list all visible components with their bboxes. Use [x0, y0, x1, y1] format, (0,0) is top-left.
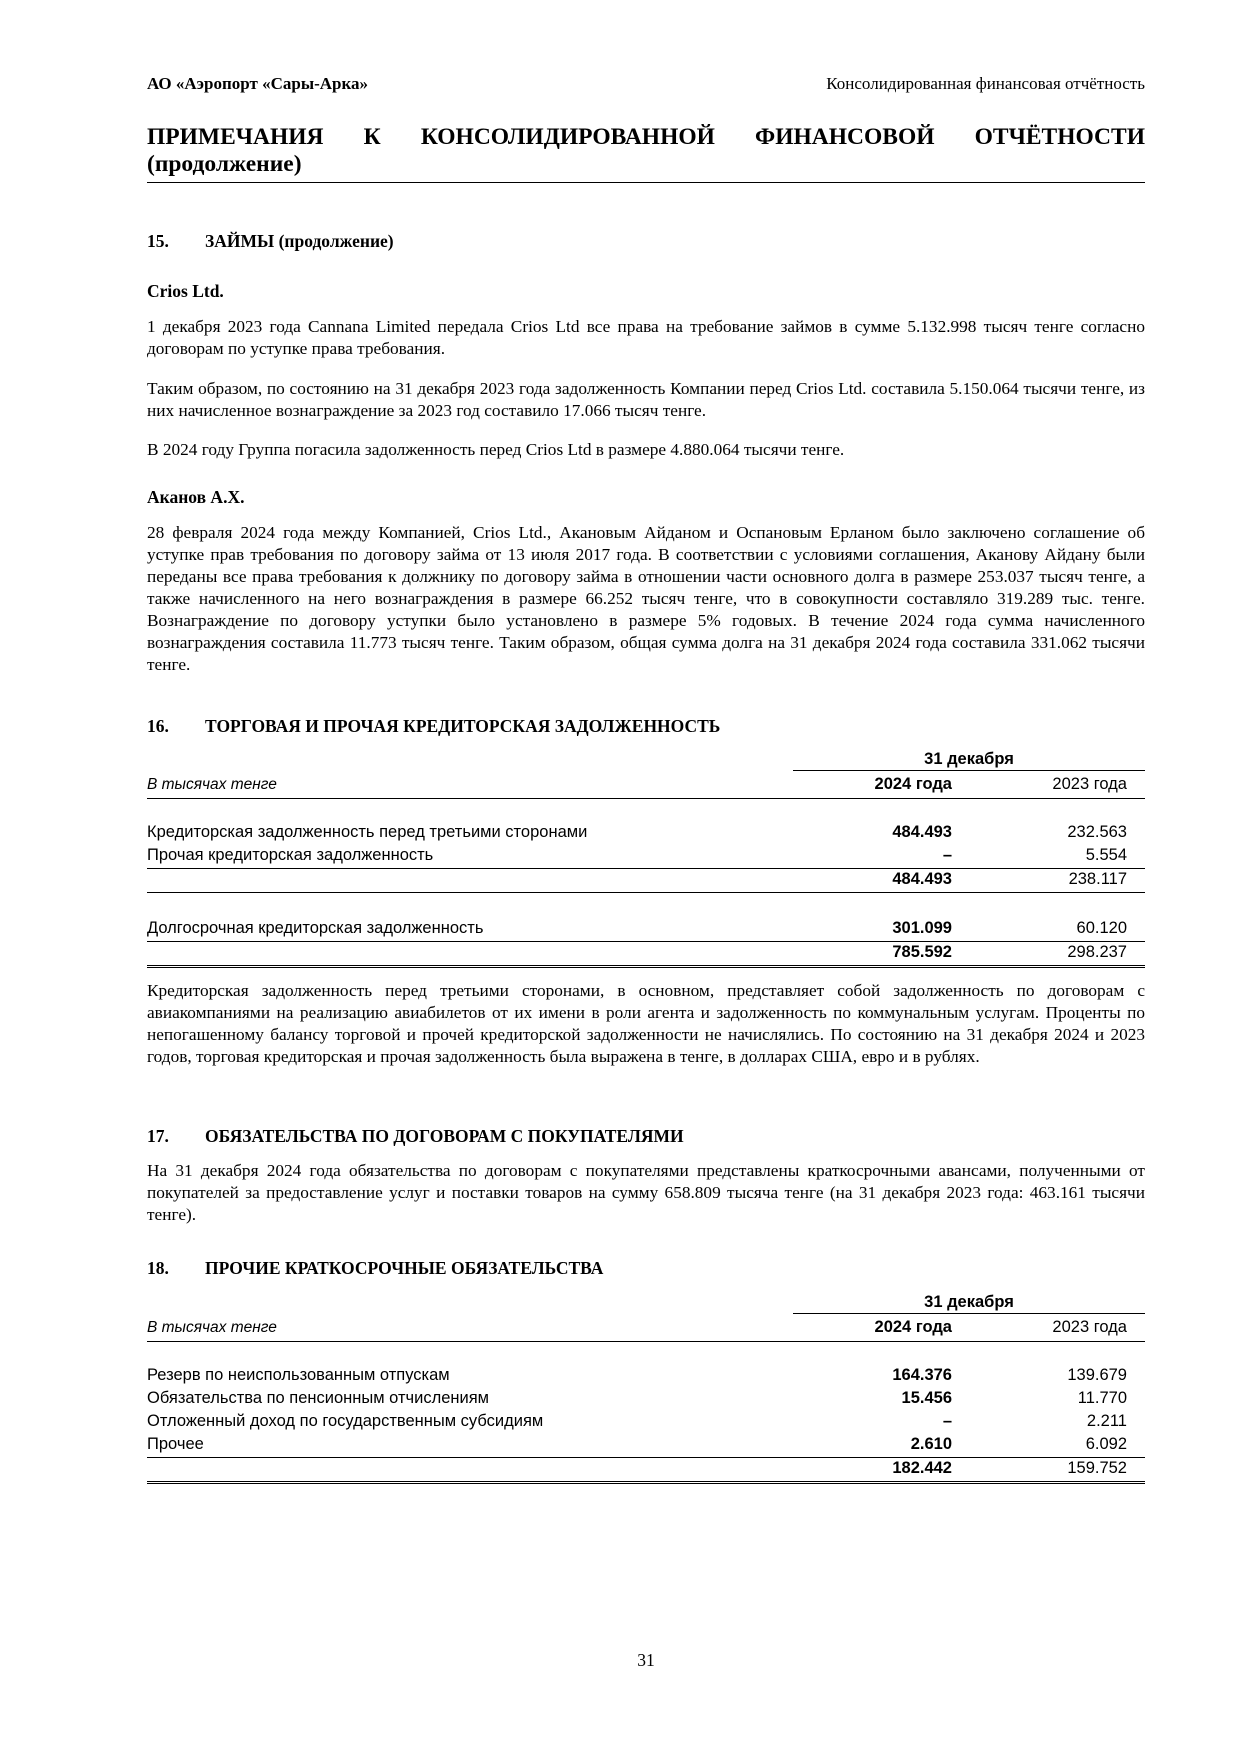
value-2023: 60.120: [1076, 919, 1127, 937]
title-word: К: [363, 124, 381, 150]
section-number: 16.: [147, 716, 169, 736]
table-header-row: [147, 1318, 1145, 1340]
table-row: [147, 823, 1145, 845]
total-2023: 159.752: [1067, 1459, 1127, 1477]
table-row: [147, 919, 1145, 941]
table-unit: В тысячах тенге: [147, 776, 277, 793]
title-word: ПРИМЕЧАНИЯ: [147, 124, 324, 150]
section-title: ПРОЧИЕ КРАТКОСРОЧНЫЕ ОБЯЗАТЕЛЬСТВА: [205, 1258, 604, 1278]
title-word: КОНСОЛИДИРОВАННОЙ: [420, 124, 715, 150]
table-total-row: [147, 943, 1145, 965]
row-label: Резерв по неиспользованным отпускам: [147, 1366, 450, 1384]
section-number: 17.: [147, 1126, 169, 1146]
paragraph: 1 декабря 2023 года Cannana Limited передала Crios Ltd все права на требование займов в сумме 5.132.998 тысяч тенге согласно договорам по уступке права требования.: [147, 317, 1145, 358]
rule: [147, 868, 1145, 869]
table-period-header: 31 декабря: [793, 1293, 1145, 1314]
row-label: Кредиторская задолженность перед третьими сторонами: [147, 823, 588, 841]
table-row: [147, 1412, 1145, 1434]
section-15-heading: [147, 231, 1145, 252]
section-number: 15.: [147, 231, 169, 251]
value-2024: 484.493: [892, 823, 952, 841]
section-16-heading: [147, 716, 1145, 737]
row-label: Прочая кредиторская задолженность: [147, 846, 434, 864]
paragraph: Таким образом, по состоянию на 31 декабря 2023 года задолженность Компании перед Crios Ltd. составила 5.150.064 тысячи тенге, из них начисленное вознаграждение за 2023 год составило 17.066 тысяч тенге.: [147, 379, 1145, 420]
column-header-2024: 2024 года: [874, 1318, 952, 1336]
value-2024: 164.376: [892, 1366, 952, 1384]
table-row: [147, 846, 1145, 868]
table-row: [147, 1435, 1145, 1457]
value-2024: 15.456: [901, 1389, 952, 1407]
value-2024: –: [942, 846, 952, 864]
value-2024: 2.610: [910, 1435, 952, 1453]
value-2024: –: [942, 1412, 952, 1430]
rule: [147, 941, 1145, 942]
row-label: Отложенный доход по государственным субсидиям: [147, 1412, 544, 1430]
column-header-2023: 2023 года: [1052, 1318, 1127, 1336]
table-header-row: [147, 775, 1145, 797]
table-unit: В тысячах тенге: [147, 1319, 277, 1336]
row-label: Обязательства по пенсионным отчислениям: [147, 1389, 490, 1407]
value-2023: 232.563: [1067, 823, 1127, 841]
table-row: [147, 1389, 1145, 1411]
section-title: ТОРГОВАЯ И ПРОЧАЯ КРЕДИТОРСКАЯ ЗАДОЛЖЕННОСТЬ: [205, 716, 721, 736]
section-number: 18.: [147, 1258, 169, 1278]
value-2023: 139.679: [1067, 1366, 1127, 1384]
title-word: ФИНАНСОВОЙ: [755, 124, 935, 150]
row-label: Долгосрочная кредиторская задолженность: [147, 919, 484, 937]
title-continued: (продолжение): [147, 151, 302, 177]
subtotal-2024: 484.493: [892, 870, 952, 888]
column-header-2023: 2023 года: [1052, 775, 1127, 793]
subtotal-2023: 238.117: [1068, 870, 1127, 888]
subheading-akanov: Аканов А.Х.: [147, 487, 245, 507]
table-total-row: [147, 1459, 1145, 1481]
section-title: ЗАЙМЫ (продолжение): [205, 231, 394, 251]
total-2024: 182.442: [892, 1459, 952, 1477]
value-2023: 2.211: [1086, 1412, 1127, 1430]
paragraph: В 2024 году Группа погасила задолженность перед Crios Ltd в размере 4.880.064 тысячи тенге.: [147, 440, 845, 459]
paragraph: На 31 декабря 2024 года обязательства по договорам с покупателями представлены краткосрочными авансами, полученными от покупателей за предоставление услуг и поставки товаров на сумму 658.809 тысяча тенге (на 31 декабря 2023 года: 463.161 тысячи тенге).: [147, 1161, 1145, 1224]
subheading-crios: Crios Ltd.: [147, 281, 224, 301]
rule: [147, 892, 1145, 893]
section-17-heading: [147, 1126, 1145, 1147]
value-2024: 301.099: [892, 919, 952, 937]
row-label: Прочее: [147, 1435, 204, 1453]
document-type: Консолидированная финансовая отчётность: [826, 74, 1145, 93]
table-subtotal-row: [147, 870, 1145, 892]
page-number: 31: [637, 1650, 655, 1670]
double-rule: [147, 1481, 1145, 1484]
page-title: [147, 124, 1145, 183]
double-rule: [147, 965, 1145, 968]
rule: [147, 798, 1145, 799]
paragraph: Кредиторская задолженность перед третьими сторонами, в основном, представляет собой задолженность по договорам с авиакомпаниями на реализацию авиабилетов от их имени в роли агента и задолженность по коммунальным услугам. Проценты по непогашенному балансу торговой и прочей кредиторской задолженности не начислялись. По состоянию на 31 декабря 2024 и 2023 годов, торговая кредиторская и прочая задолженность была выражена в тенге, в долларах США, евро и в рублях.: [147, 981, 1145, 1066]
rule: [147, 1341, 1145, 1342]
section-18-heading: [147, 1258, 1145, 1279]
paragraph: 28 февраля 2024 года между Компанией, Crios Ltd., Акановым Айданом и Оспановым Ерланом было заключено соглашение об уступке прав требования по договору займа от 13 июля 2017 года. В соответствии с условиями соглашения, Аканову Айдану были переданы все права требования к должнику по договору займа в отношении части основного долга в размере 253.037 тысяч тенге, а также начисленного на него вознаграждения в размере 66.252 тысяч тенге, что в совокупности составляло 319.289 тыс. тенге. Вознаграждение по договору уступки было установлено в размере 5% годовых. В течение 2024 года сумма начисленного вознаграждения составила 11.773 тысяч тенге. Таким образом, общая сумма долга на 31 декабря 2024 года составила 331.062 тысячи тенге.: [147, 523, 1145, 674]
table-row: [147, 1366, 1145, 1388]
value-2023: 5.554: [1085, 846, 1127, 864]
table-period-header: 31 декабря: [793, 750, 1145, 771]
value-2023: 11.770: [1077, 1389, 1127, 1407]
rule: [147, 1457, 1145, 1458]
total-2023: 298.237: [1067, 943, 1127, 961]
column-header-2024: 2024 года: [874, 775, 952, 793]
company-name: АО «Аэропорт «Сары-Арка»: [147, 74, 369, 93]
title-word: ОТЧЁТНОСТИ: [974, 124, 1145, 150]
total-2024: 785.592: [892, 943, 952, 961]
section-title: ОБЯЗАТЕЛЬСТВА ПО ДОГОВОРАМ С ПОКУПАТЕЛЯМИ: [205, 1126, 684, 1146]
value-2023: 6.092: [1085, 1435, 1127, 1453]
